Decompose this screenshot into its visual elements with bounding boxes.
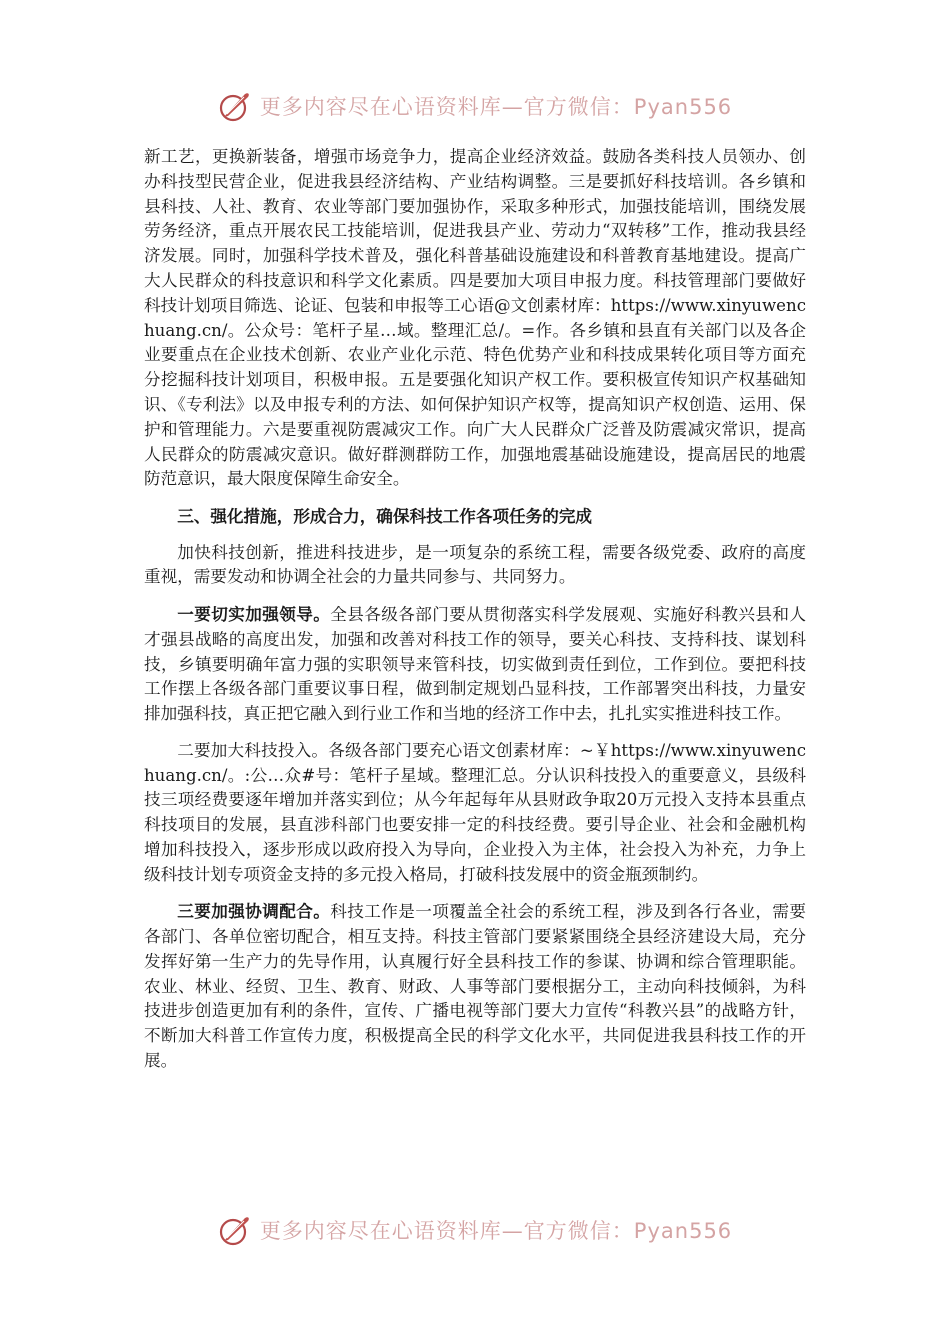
paragraph [144,145,806,492]
section-heading-text: 三、强化措施，形成合力，确保科技工作各项任务的完成 [177,505,593,526]
quill-logo-icon [218,1213,252,1247]
paragraph-lead: 一要切实加强领导。 [177,603,331,624]
watermark-text: 更多内容尽在心语资料库—官方微信：Pyan556 [259,1219,733,1243]
watermark-footer [0,1208,950,1252]
paragraph-text: 二要加大科技投入。各级各部门要充心语文创素材库：~￥https://www.xinyuwenchuang.cn/。:公…众#号：笔杆子星域。整理汇总。分认识科技投入的重要意义，县级科技三项经费要逐年增加并落实到位；从今年起每年从县财政争取20万元投入支持本县重点科技项目的发展，县直涉科部门也要安排一定的科技经费。要引导企业、社会和金融机构增加科技投入，逐步形成以政府投入为导向，企业投入为主体，社会投入为补充，力争上级科技计划专项资金支持的多元投入格局，打破科技发展中的资金瓶颈制约。 [144,740,806,884]
paragraph-text: 新工艺，更换新装备，增强市场竞争力，提高企业经济效益。鼓励各类科技人员领办、创办科技型民营企业，促进我县经济结构、产业结构调整。三是要抓好科技培训。各乡镇和县科技、人社、教育、农业等部门要加强协作，采取多种形式，加强技能培训，围绕发展劳务经济，重点开展农民工技能培训，促进我县产业、劳动力“双转移”工作，推动我县经济发展。同时，加强科学技术普及，强化科普基础设施建设和科普教育基地建设。提高广大人民群众的科技意识和科学文化素质。四是要加大项目申报力度。科技管理部门要做好科技计划项目筛选、论证、包装和申报等工心语@文创素材库：https://www.xinyuwenchuang.cn/。公众号：笔杆子星…域。整理汇总/。=作。各乡镇和县直有关部门以及各企业要重点在企业技术创新、农业产业化示范、特色优势产业和科技成果转化项目等方面充分挖掘科技计划项目，积极申报。五是要强化知识产权工作。要积极宣传知识产权基础知识、《专利法》以及申报专利的方法、如何保护知识产权等，提高知识产权创造、运用、保护和管理能力。六是要重视防震减灾工作。向广大人民群众广泛普及防震减灾常识，提高人民群众的防震减灾意识。做好群测群防工作，加强地震基础设施建设，提高居民的地震防范意识，最大限度保障生命安全。 [144,147,806,489]
paragraph-text: 加快科技创新，推进科技进步，是一项复杂的系统工程，需要各级党委、政府的高度重视，需要发动和协调全社会的力量共同参与、共同努力。 [144,542,806,587]
watermark-text: 更多内容尽在心语资料库—官方微信：Pyan556 [259,95,733,119]
watermark-header [0,84,950,128]
paragraph [144,739,806,888]
paragraph [144,602,806,727]
paragraph-lead: 三要加强协调配合。 [177,901,331,922]
section-heading [144,504,806,529]
paragraph [144,541,806,591]
paragraph-text: 全县各级各部门要从贯彻落实科学发展观、实施好科教兴县和人才强县战略的高度出发，加强和改善对科技工作的领导，要关心科技、支持科技、谋划科技，乡镇要明确年富力强的实职领导来管科技，切实做到责任到位，工作到位。要把科技工作摆上各级各部门重要议事日程，做到制定规划凸显科技，工作部署突出科技，力量安排加强科技，真正把它融入到行业工作和当地的经济工作中去，扎扎实实推进科技工作。 [144,604,807,724]
document-body [144,145,806,1074]
quill-logo-icon [218,89,252,123]
paragraph-text: 科技工作是一项覆盖全社会的系统工程，涉及到各行各业，需要各部门、各单位密切配合，相互支持。科技主管部门要紧紧围绕全县经济建设大局，充分发挥好第一生产力的先导作用，认真履行好全县科技工作的参谋、协调和综合管理职能。农业、林业、经贸、卫生、教育、财政、人事等部门要根据分工，主动向科技倾斜，为科技进步创造更加有利的条件，宣传、广播电视等部门要大力宣传“科教兴县”的战略方针，不断加大科普工作宣传力度，积极提高全民的科学文化水平，共同促进我县科技工作的开展。 [144,902,807,1071]
paragraph [144,899,806,1074]
